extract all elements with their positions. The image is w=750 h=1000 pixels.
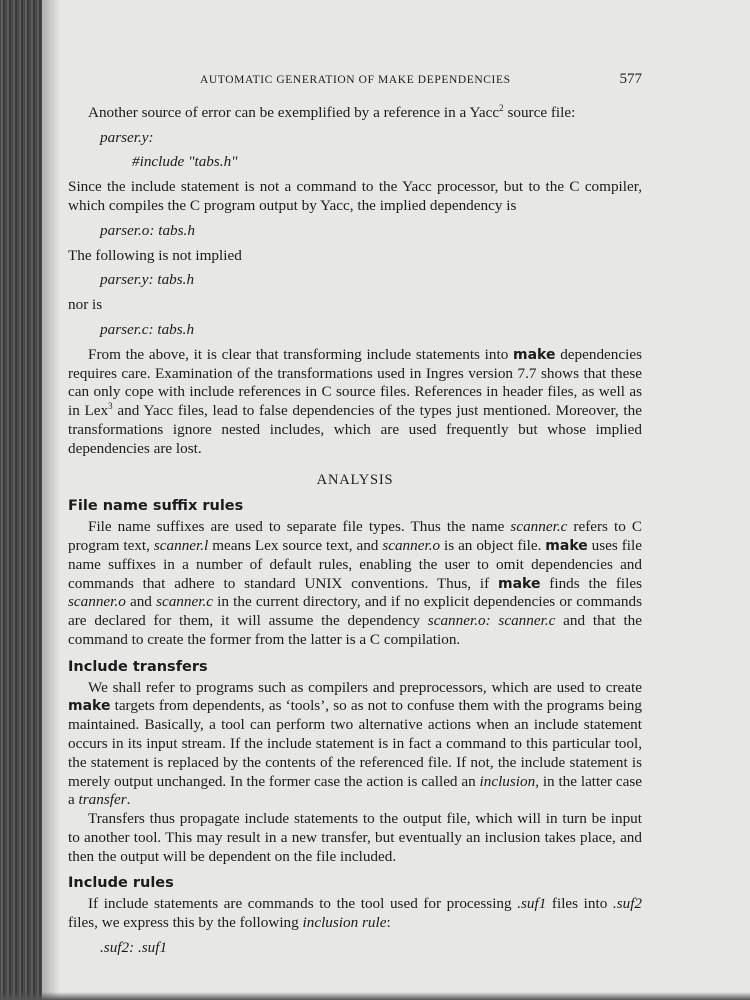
paragraph-3: The following is not implied <box>68 246 242 264</box>
code-parser-y-tabs: parser.y: tabs.h <box>100 271 195 289</box>
running-title: AUTOMATIC GENERATION OF MAKE DEPENDENCIES <box>200 74 511 86</box>
code-parser-y: parser.y: <box>100 128 154 146</box>
page-number: 577 <box>619 71 642 87</box>
running-head <box>68 70 642 90</box>
code-parser-o: parser.o: tabs.h <box>100 221 195 239</box>
code-inclusion-rule: .suf2: .suf1 <box>100 938 168 956</box>
paragraph-9: If include statements are commands to the tool used for processing .suf1 files into .suf2 files, we express this by the following inclusion rule: <box>68 895 643 932</box>
page-content <box>68 70 642 964</box>
code-parser-c-tabs: parser.c: tabs.h <box>100 320 195 338</box>
subhead-include-transfers: Include transfers <box>68 658 208 675</box>
paragraph-8: Transfers thus propagate include statements to the output file, which will in turn be input to another tool. This may result in a new transfer, but eventually an inclusion takes place, and then the output will be dependent on the file included. <box>68 810 642 865</box>
page-bottom-edge <box>0 992 750 1000</box>
paragraph-5: From the above, it is clear that transforming include statements into make dependencies requires care. Examination of the transformations used in Ingres version 7.7 shows that these can only cope with include references in C source files. References in header files, as well as in Lex$^3$ and Yacc files, lead to false dependencies of the types just mentioned. Moreover, the transformations ignore nested includes, which are used frequently but whose implied dependencies are lost. <box>68 345 642 457</box>
subhead-file-name-suffix-rules: File name suffix rules <box>68 498 244 515</box>
code-include-tabs: #include "tabs.h" <box>132 153 238 171</box>
paragraph-4: nor is <box>68 296 103 314</box>
paragraph-7: We shall refer to programs such as compilers and preprocessors, which are used to create make targets from dependents, as ‘tools’, so as not to confuse them with the programs being maintained. Basically, a tool can perform two alternative actions when an include statement occurs in its input stream. If the include statement is in fact a command to this particular tool, the statement is replaced by the contents of the referenced file. If not, the include statement is merely output unchanged. In the former case the action is called an inclusion, in the latter case a transfer. <box>68 678 642 809</box>
paragraph-2: Since the include statement is not a command to the Yacc processor, but to the C compiler, which compiles the C program output by Yacc, the implied dependency is <box>68 178 642 214</box>
book-binding-shadow <box>0 0 42 1000</box>
subhead-include-rules: Include rules <box>68 875 174 892</box>
section-title-analysis: ANALYSIS <box>316 471 394 488</box>
paragraph-1: Another source of error can be exemplified by a reference in a Yacc$^2$ source file: <box>88 102 576 121</box>
paragraph-6: File name suffixes are used to separate file types. Thus the name scanner.c refers to C program text, scanner.l means Lex source text, and scanner.o is an object file. make uses file name suffixes in a number of default rules, enabling the user to omit dependencies and commands that adhere to standard UNIX conventions. Thus, if make finds the files scanner.o and scanner.c in the current directory, and if no explicit dependencies or commands are declared for them, it will assume the dependency scanner.o: scanner.c and that the command to create the former from the latter is a C compilation. <box>68 518 642 648</box>
